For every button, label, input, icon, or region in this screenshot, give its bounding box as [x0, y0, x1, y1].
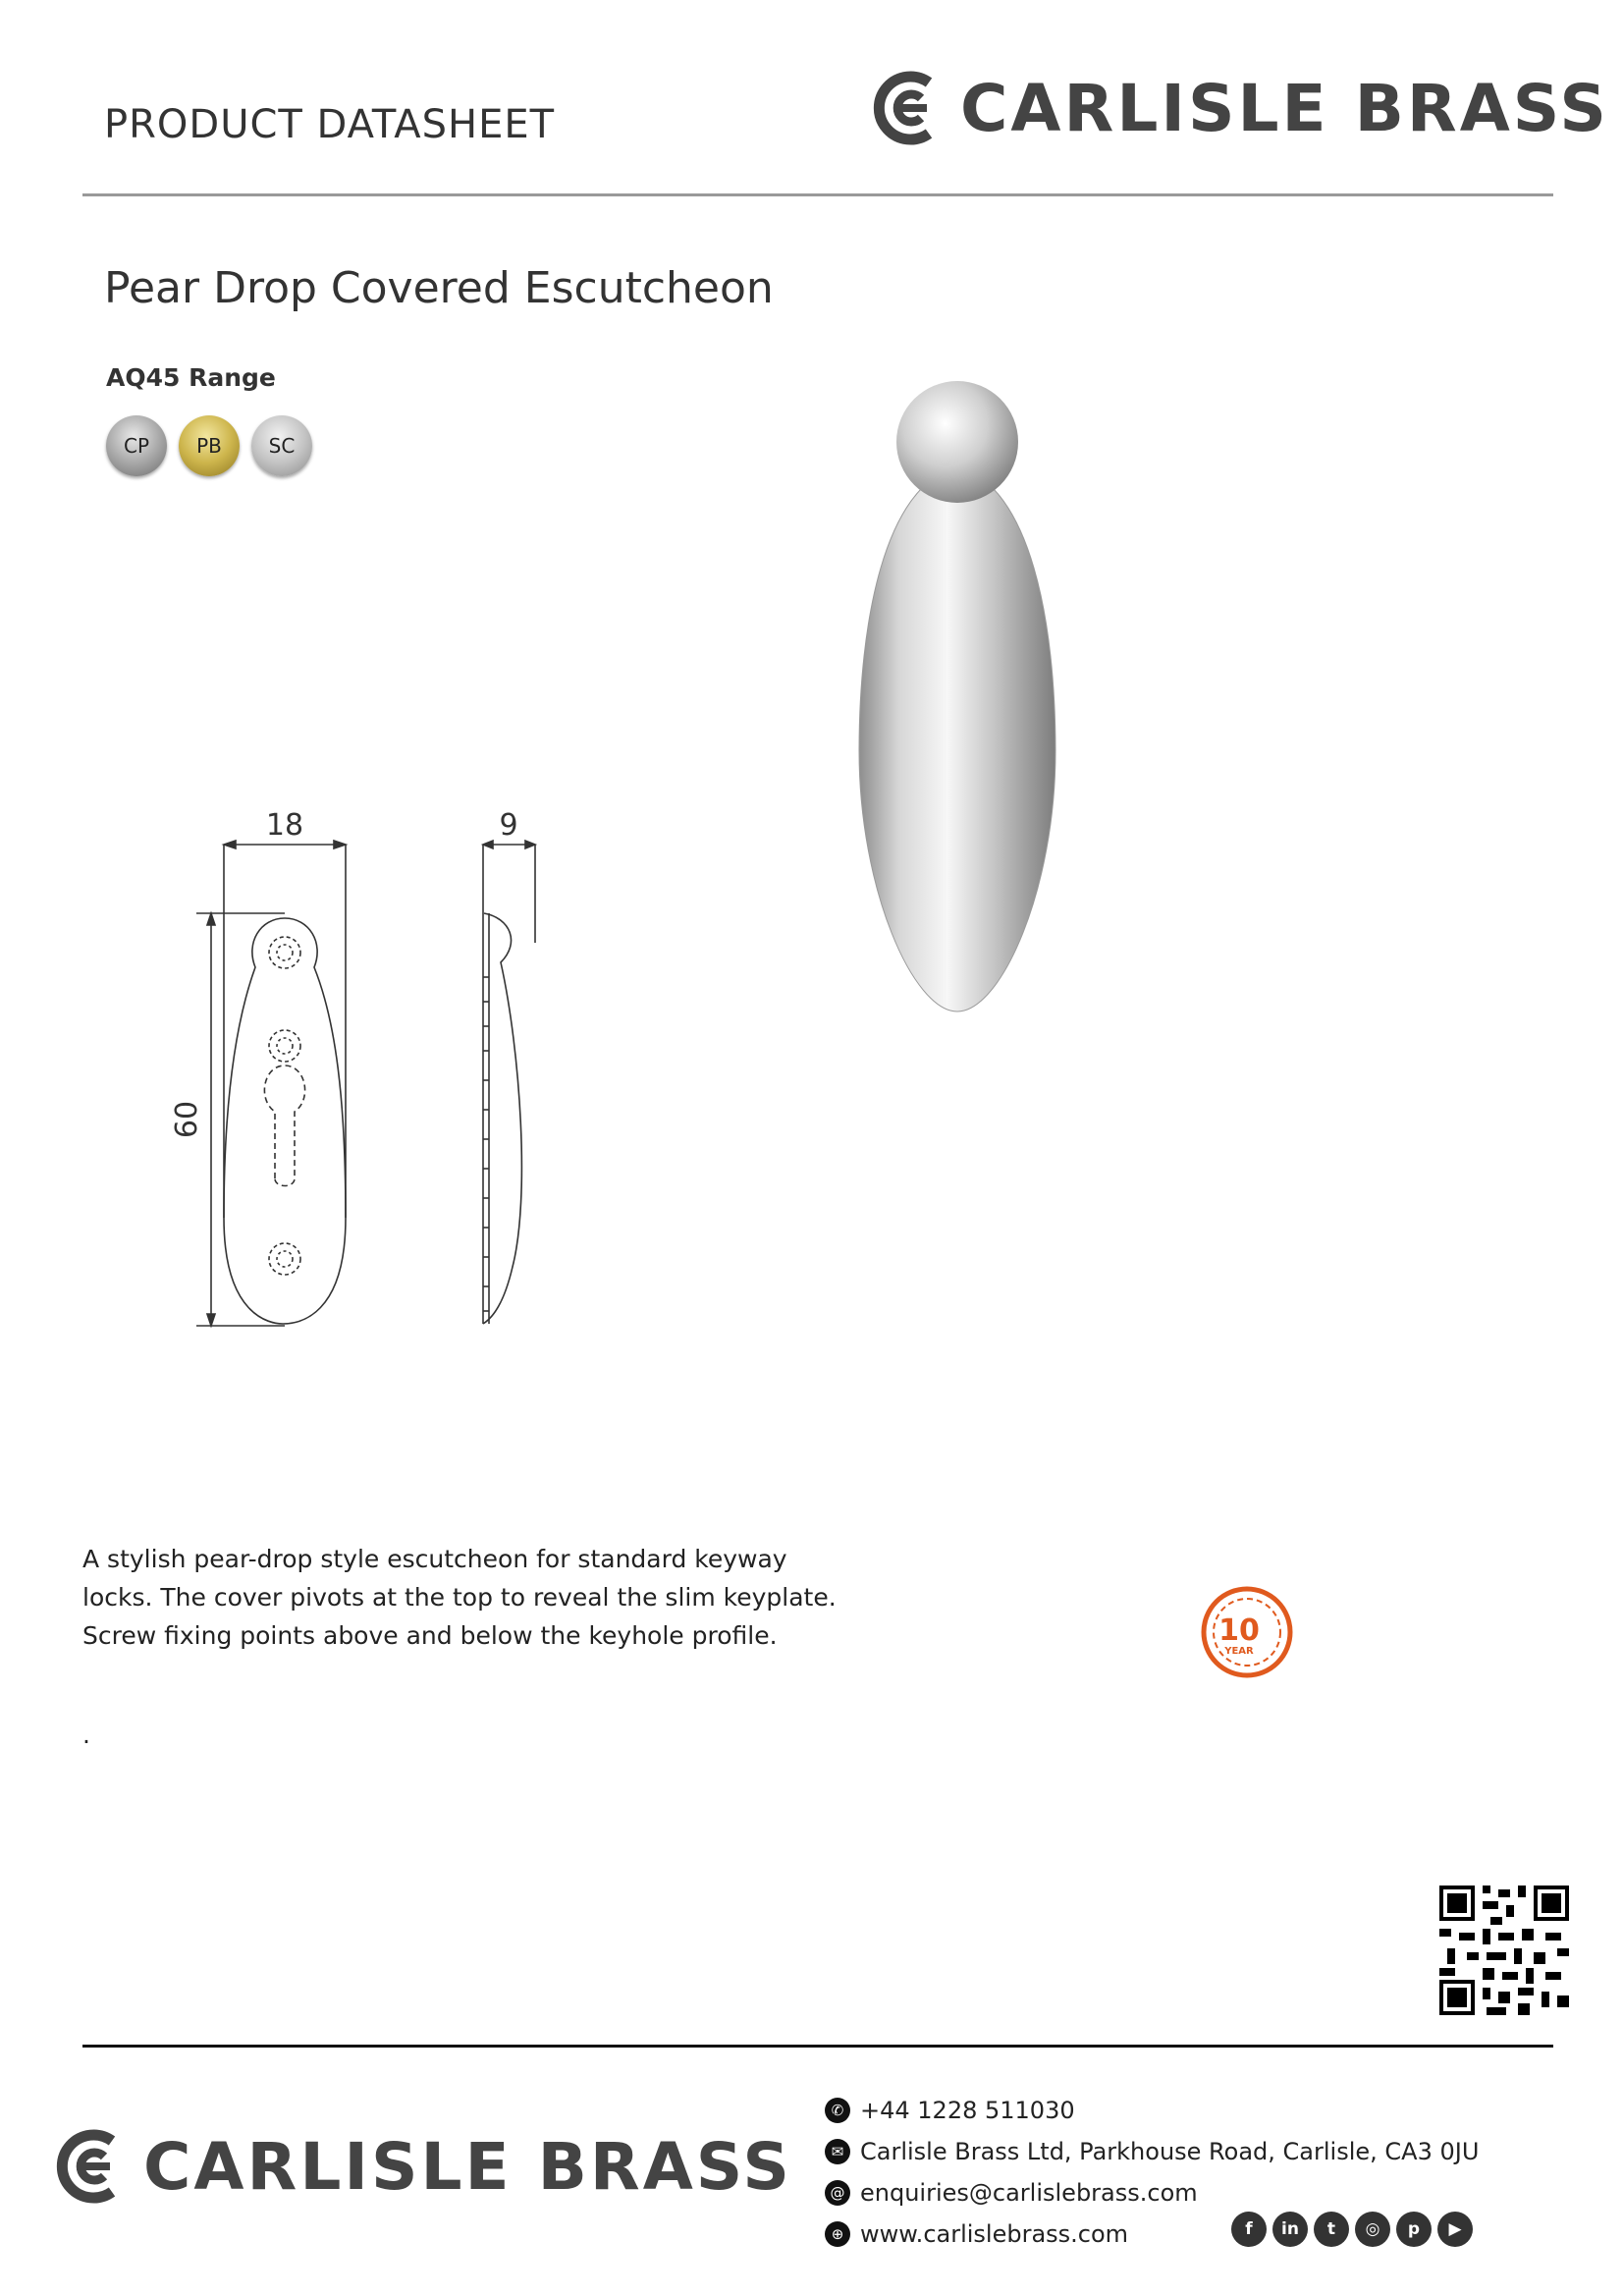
finish-swatch-cp: CP	[106, 415, 167, 476]
finish-swatch-sc: SC	[251, 415, 312, 476]
footer-divider	[82, 2045, 1553, 2048]
facebook-icon[interactable]: f	[1231, 2212, 1267, 2247]
pinterest-icon[interactable]: p	[1396, 2212, 1432, 2247]
warranty-badge	[1198, 1583, 1296, 1681]
youtube-icon[interactable]: ▶	[1437, 2212, 1473, 2247]
product-description: A stylish pear-drop style escutcheon for standard keyway locks. The cover pivots at the top to reveal the slim keyplate. Screw fixing points above and below the keyhole profile.	[82, 1545, 837, 1650]
footer-brand-name: CARLISLE BRASS	[143, 2128, 792, 2205]
warranty-years: 10	[1218, 1613, 1260, 1648]
product-title: Pear Drop Covered Escutcheon	[104, 263, 774, 313]
finish-swatches	[106, 415, 312, 476]
datasheet-heading: PRODUCT DATASHEET	[104, 102, 556, 147]
carlisle-logo-icon	[55, 2127, 126, 2206]
qr-code[interactable]	[1439, 1886, 1569, 2015]
brand-name: CARLISLE BRASS	[960, 70, 1609, 146]
header-divider	[82, 193, 1553, 196]
brand-logo-header	[872, 69, 1609, 147]
contact-website[interactable]: ⊕ www.carlislebrass.com	[825, 2214, 1479, 2255]
mail-icon: ✉	[825, 2139, 850, 2164]
contact-address: ✉ Carlisle Brass Ltd, Parkhouse Road, Carlisle, CA3 0JU	[825, 2131, 1479, 2172]
globe-icon: ⊕	[825, 2221, 850, 2247]
warranty-unit: YEAR	[1224, 1646, 1254, 1657]
finish-swatch-pb: PB	[179, 415, 240, 476]
dim-height-label: 60	[170, 1100, 204, 1139]
social-links	[1231, 2212, 1473, 2247]
technical-drawing	[88, 805, 579, 1336]
instagram-icon[interactable]: ◎	[1355, 2212, 1390, 2247]
linkedin-icon[interactable]: in	[1272, 2212, 1308, 2247]
contact-email[interactable]: @ enquiries@carlislebrass.com	[825, 2172, 1479, 2214]
front-view-outline	[224, 918, 346, 1324]
dim-width-label: 18	[265, 808, 304, 843]
dim-depth-label: 9	[499, 808, 518, 843]
phone-icon: ✆	[825, 2098, 850, 2123]
product-range: AQ45 Range	[106, 363, 276, 392]
twitter-icon[interactable]: t	[1314, 2212, 1349, 2247]
at-icon: @	[825, 2180, 850, 2206]
brand-logo-footer	[55, 2127, 792, 2206]
carlisle-logo-icon	[872, 69, 943, 147]
contact-phone[interactable]: ✆ +44 1228 511030	[825, 2090, 1479, 2131]
product-image	[844, 378, 1070, 1016]
description-note: .	[82, 1721, 90, 1749]
